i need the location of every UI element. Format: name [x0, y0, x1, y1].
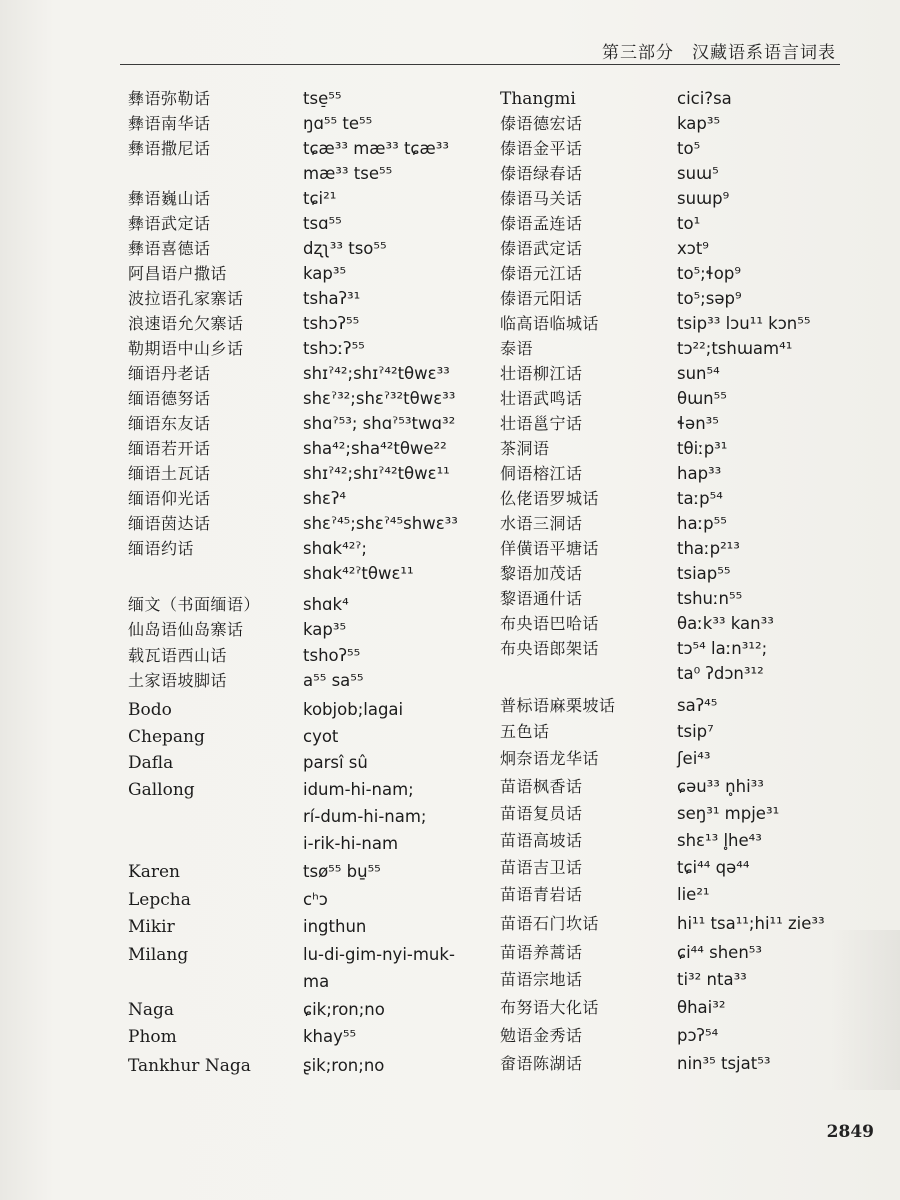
word-form: shɑˀ⁵³; shɑˀ⁵³twɑ³²	[303, 414, 456, 433]
word-form: ɬən³⁵	[677, 414, 719, 433]
word-form: tse̠⁵⁵	[303, 89, 342, 108]
language-name: 土家语坡脚话	[128, 671, 228, 690]
language-name: Dafla	[128, 753, 174, 773]
word-form: tsɑ⁵⁵	[303, 214, 342, 233]
word-form: tshoʔ⁵⁵	[303, 646, 361, 665]
word-form: to¹	[677, 214, 701, 233]
word-form: θaːk³³ kan³³	[677, 614, 774, 633]
word-form: tɕæ³³ mæ³³ tɕæ³³	[303, 139, 449, 158]
language-name: 茶洞语	[500, 439, 550, 458]
word-form: to⁵	[677, 139, 701, 158]
word-form: tɕi⁴⁴ qə⁴⁴	[677, 858, 750, 877]
language-name: 波拉语孔家寨话	[128, 289, 244, 308]
language-name: 傣语马关话	[500, 189, 583, 208]
language-name: Thangmi	[500, 89, 576, 109]
language-name: 缅语土瓦话	[128, 464, 211, 483]
language-name: 缅语仰光话	[128, 489, 211, 508]
word-form: cici?sa	[677, 89, 732, 108]
word-form: ŋɑ⁵⁵ te⁵⁵	[303, 114, 373, 133]
language-name: 布央语巴哈话	[500, 614, 600, 633]
word-form: seŋ³¹ mpje³¹	[677, 804, 780, 823]
word-form: tsip⁷	[677, 722, 714, 741]
language-name: Naga	[128, 1000, 175, 1020]
language-name: 畲语陈湖话	[500, 1054, 583, 1073]
language-name: 彝语南华话	[128, 114, 211, 133]
word-form: xɔt⁹	[677, 239, 709, 258]
running-header: 第三部分 汉藏语系语言词表	[602, 43, 836, 63]
word-form: idum-hi-nam;	[303, 780, 414, 799]
word-form: khay⁵⁵	[303, 1027, 357, 1046]
word-form: suɯp⁹	[677, 189, 730, 208]
word-form: shɛʔ⁴	[303, 489, 347, 508]
language-name: Gallong	[128, 780, 195, 800]
language-name: 苗语枫香话	[500, 777, 583, 796]
word-form: ʂik;ron;no	[303, 1056, 385, 1075]
word-form: ta⁰ ʔdɔn³¹²	[677, 664, 764, 683]
language-name: 壮语武鸣话	[500, 389, 583, 408]
word-form: dʐʅ³³ tso⁵⁵	[303, 239, 387, 258]
language-name: 傣语绿春话	[500, 164, 583, 183]
language-name: 缅语丹老话	[128, 364, 211, 383]
word-form: tθiːp³¹	[677, 439, 728, 458]
word-form: tshɔʔ⁵⁵	[303, 314, 360, 333]
language-name: 傣语元阳话	[500, 289, 583, 308]
word-form: kap³⁵	[303, 264, 347, 283]
language-name: 壮语邕宁话	[500, 414, 583, 433]
language-name: Karen	[128, 862, 180, 882]
language-name: 缅文（书面缅语）	[128, 595, 261, 614]
language-name: 勉语金秀话	[500, 1026, 583, 1045]
word-form: tsiap⁵⁵	[677, 564, 731, 583]
word-form: tsø⁵⁵ bu̱⁵⁵	[303, 862, 381, 881]
word-form: sun⁵⁴	[677, 364, 720, 383]
language-name: Chepang	[128, 727, 205, 747]
language-name: Lepcha	[128, 890, 191, 910]
language-name: 傣语孟连话	[500, 214, 583, 233]
word-form: tshuːn⁵⁵	[677, 589, 743, 608]
language-name: 黎语通什话	[500, 589, 583, 608]
word-form: haːp⁵⁵	[677, 514, 727, 533]
word-form: shɪˀ⁴²;shɪˀ⁴²tθwɛ¹¹	[303, 464, 450, 483]
word-form: taːp⁵⁴	[677, 489, 723, 508]
language-name: 泰语	[500, 339, 534, 358]
page-number: 2849	[826, 1122, 874, 1142]
word-form: shɛˀ⁴⁵;shɛˀ⁴⁵shwɛ³³	[303, 514, 458, 533]
language-name: 傣语金平话	[500, 139, 583, 158]
word-form: shɛˀ³²;shɛˀ³²tθwɛ³³	[303, 389, 456, 408]
word-form: θhai³²	[677, 998, 726, 1017]
language-name: 载瓦语西山话	[128, 646, 228, 665]
language-name: 缅语若开话	[128, 439, 211, 458]
word-form: to⁵;səp⁹	[677, 289, 742, 308]
word-form: ingthun	[303, 917, 367, 936]
language-name: 勒期语中山乡话	[128, 339, 244, 358]
language-name: 普标语麻栗坡话	[500, 696, 616, 715]
language-name: 缅语约话	[128, 539, 195, 558]
word-form: saʔ⁴⁵	[677, 696, 718, 715]
word-form: mæ³³ tse⁵⁵	[303, 164, 393, 183]
word-form: nin³⁵ tsjat⁵³	[677, 1054, 771, 1073]
word-form: hap³³	[677, 464, 722, 483]
word-form: tɔ²²;tshɯam⁴¹	[677, 339, 793, 358]
word-form: ma	[303, 972, 330, 991]
word-form: shɑk⁴	[303, 595, 349, 614]
language-name: 布努语大化话	[500, 998, 600, 1017]
word-form: kap³⁵	[677, 114, 721, 133]
word-form: cyot	[303, 727, 339, 746]
word-form: a⁵⁵ sa⁵⁵	[303, 671, 364, 690]
word-form: θɯn⁵⁵	[677, 389, 727, 408]
word-form: parsî sû	[303, 753, 368, 772]
language-name: 彝语武定话	[128, 214, 211, 233]
language-name: Milang	[128, 945, 189, 965]
word-form: tsip³³ lɔu¹¹ kɔn⁵⁵	[677, 314, 811, 333]
word-form: tshɔːʔ⁵⁵	[303, 339, 365, 358]
language-name: 彝语巍山话	[128, 189, 211, 208]
word-form: shɪˀ⁴²;shɪˀ⁴²tθwɛ³³	[303, 364, 450, 383]
language-name: 佯僙语平塘话	[500, 539, 600, 558]
word-form: i-rik-hi-nam	[303, 834, 399, 853]
language-name: Phom	[128, 1027, 177, 1047]
word-form: tɕi²¹	[303, 189, 337, 208]
word-form: sha⁴²;sha⁴²tθwe²²	[303, 439, 447, 458]
word-form: kobjob;lagai	[303, 700, 404, 719]
language-name: 苗语石门坎话	[500, 914, 600, 933]
language-name: 傣语武定话	[500, 239, 583, 258]
word-form: ɕik;ron;no	[303, 1000, 385, 1019]
language-name: 苗语宗地话	[500, 970, 583, 989]
language-name: 苗语养蒿话	[500, 943, 583, 962]
language-name: Tankhur Naga	[128, 1056, 251, 1076]
header-rule	[120, 64, 840, 65]
language-name: 苗语复员话	[500, 804, 583, 823]
word-form: shɛ¹³ l̥he⁴³	[677, 831, 762, 850]
word-form: shɑk⁴²ˀtθwɛ¹¹	[303, 564, 414, 583]
language-name: 炯奈语龙华话	[500, 749, 600, 768]
language-name: 五色话	[500, 722, 550, 741]
word-form: lu-di-gim-nyi-muk-	[303, 945, 455, 964]
word-form: rí-dum-hi-nam;	[303, 807, 427, 826]
word-form: ɕi⁴⁴ shen⁵³	[677, 943, 763, 962]
language-name: 阿昌语户撒话	[128, 264, 228, 283]
language-name: 水语三洞话	[500, 514, 583, 533]
word-form: tɔ⁵⁴ laːn³¹²;	[677, 639, 768, 658]
word-form: suɯ⁵	[677, 164, 719, 183]
word-form: tshaʔ³¹	[303, 289, 361, 308]
word-form: kap³⁵	[303, 620, 347, 639]
language-name: 布央语郎架话	[500, 639, 600, 658]
language-name: 彝语弥勒话	[128, 89, 211, 108]
word-form: to⁵;ɬop⁹	[677, 264, 741, 283]
language-name: 苗语青岩话	[500, 885, 583, 904]
language-name: 彝语撒尼话	[128, 139, 211, 158]
language-name: 苗语高坡话	[500, 831, 583, 850]
language-name: 黎语加茂话	[500, 564, 583, 583]
language-name: 侗语榕江话	[500, 464, 583, 483]
word-form: thaːp²¹³	[677, 539, 740, 558]
word-form: pɔʔ⁵⁴	[677, 1026, 719, 1045]
language-name: Bodo	[128, 700, 172, 720]
page-edge-shadow	[830, 930, 900, 1090]
language-name: 浪速语允欠寨话	[128, 314, 244, 333]
language-name: Mikir	[128, 917, 175, 937]
language-name: 傣语元江话	[500, 264, 583, 283]
language-name: 彝语喜德话	[128, 239, 211, 258]
word-form: cʰɔ	[303, 890, 328, 909]
language-name: 缅语德努话	[128, 389, 211, 408]
word-form: shɑk⁴²ˀ;	[303, 539, 367, 558]
word-form: lie²¹	[677, 885, 710, 904]
language-name: 临高语临城话	[500, 314, 600, 333]
word-form: ɕəu³³ n̥hi³³	[677, 777, 764, 796]
word-form: hi¹¹ tsa¹¹;hi¹¹ zie³³	[677, 914, 825, 933]
language-name: 缅语茵达话	[128, 514, 211, 533]
language-name: 缅语东友话	[128, 414, 211, 433]
language-name: 傣语德宏话	[500, 114, 583, 133]
language-name: 壮语柳江话	[500, 364, 583, 383]
language-name: 苗语吉卫话	[500, 858, 583, 877]
word-form: ʃei⁴³	[677, 749, 711, 768]
word-form: ti³² nta³³	[677, 970, 747, 989]
language-name: 仙岛语仙岛寨话	[128, 620, 244, 639]
language-name: 仫佬语罗城话	[500, 489, 600, 508]
